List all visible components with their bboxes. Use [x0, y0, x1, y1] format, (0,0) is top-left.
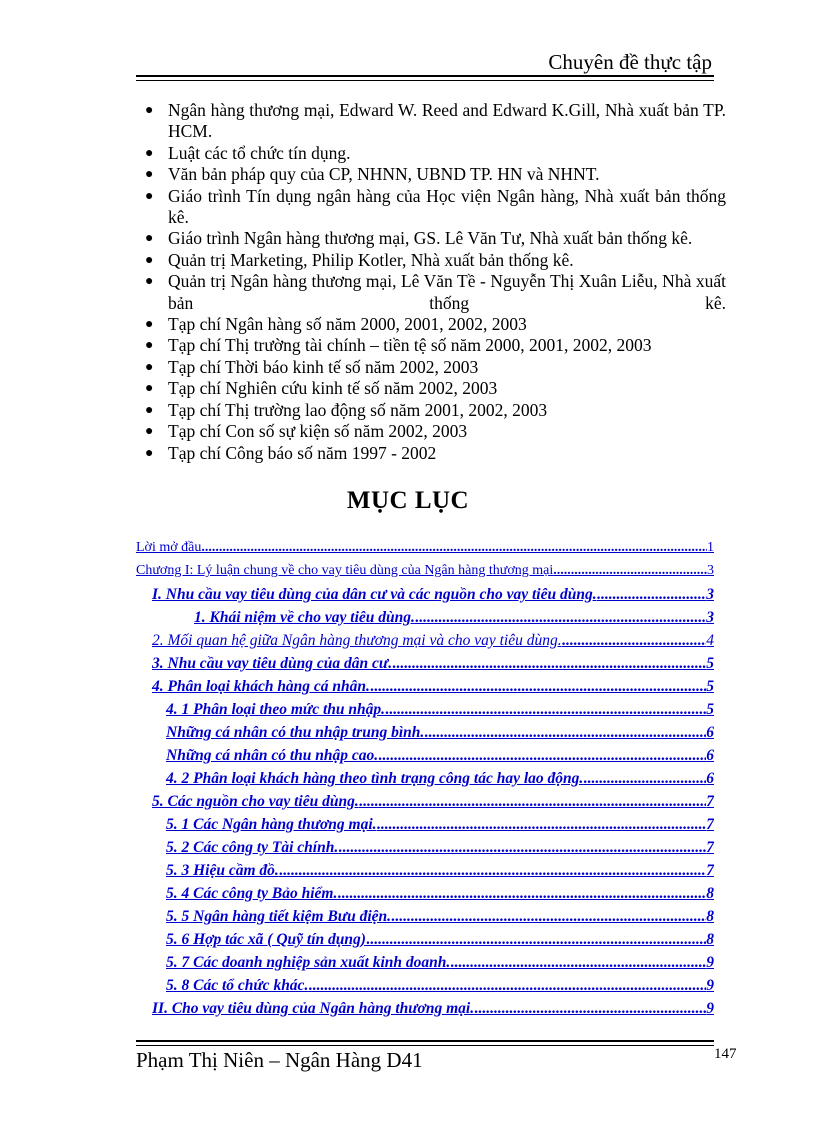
toc-entry-2[interactable]: 2. Mối quan hệ giữa Ngân hàng thương mại và cho vay tiêu dùng. ..... 4	[136, 632, 714, 655]
toc-entry-1[interactable]: 1. Khái niệm về cho vay tiêu dùng. ..... 3	[136, 609, 714, 632]
bullet-icon: ●	[145, 274, 154, 290]
footer-rule	[136, 1040, 714, 1042]
reference-item: ● Tạp chí Ngân hàng số năm 2000, 2001, 2002, 2003	[145, 314, 527, 335]
reference-item: ● Luật các tổ chức tín dụng.	[145, 142, 351, 163]
toc-entry-5-8[interactable]: 5. 8 Các tổ chức khác. ..... 9	[136, 977, 714, 1000]
header-rule	[136, 75, 714, 77]
reference-item: ● Văn bản pháp quy của CP, NHNN, UBND TP. HN và NHNT.	[145, 164, 600, 185]
toc-entry-chapter-1[interactable]: Chương I: Lý luận chung về cho vay tiêu dùng của Ngân hàng thương mại ..... 3	[136, 563, 714, 586]
toc-entry-intro[interactable]: Lời mở đầu ..... 1	[136, 540, 714, 563]
reference-item: ● Tạp chí Thị trường lao động số năm 2001, 2002, 2003	[145, 399, 548, 420]
bullet-icon: ●	[145, 145, 154, 161]
toc-entry-3[interactable]: 3. Nhu cầu vay tiêu dùng của dân cư. ..... 5	[136, 655, 714, 678]
toc-entry-5-3[interactable]: 5. 3 Hiệu cầm đồ. ..... 7	[136, 862, 714, 885]
reference-item: ● Tạp chí Thị trường tài chính – tiền tệ số năm 2000, 2001, 2002, 2003	[145, 335, 652, 356]
bullet-icon: ●	[145, 381, 154, 397]
bullet-icon: ●	[145, 338, 154, 354]
bullet-icon: ●	[145, 231, 154, 247]
header-title: Chuyên đề thực tập	[548, 50, 712, 74]
toc-entry-high-income[interactable]: Những cá nhân có thu nhập cao. ..... 6	[136, 747, 714, 770]
footer-author: Phạm Thị Niên – Ngân Hàng D41	[136, 1048, 423, 1072]
bullet-icon: ●	[145, 252, 154, 268]
reference-item: ● Tạp chí Thời báo kinh tế số năm 2002, 2003	[145, 356, 479, 377]
bullet-icon: ●	[145, 188, 154, 204]
bullet-icon: ●	[145, 359, 154, 375]
bullet-icon: ●	[145, 317, 154, 333]
bullet-icon: ●	[145, 103, 154, 118]
reference-item: ● Giáo trình Ngân hàng thương mại, GS. Lê Văn Tư, Nhà xuất bản thống kê.	[145, 228, 693, 249]
reference-item: ● Tạp chí Nghiên cứu kinh tế số năm 2002, 2003	[145, 378, 498, 399]
reference-item: ● Ngân hàng thương mại, Edward W. Reed and Edward K.Gill, Nhà xuất bản TP. HCM.	[145, 100, 726, 142]
toc-entry-5[interactable]: 5. Các nguồn cho vay tiêu dùng. ..... 7	[136, 793, 714, 816]
reference-item: ● Giáo trình Tín dụng ngân hàng của Học viện Ngân hàng, Nhà xuất bản thống kê.	[145, 185, 726, 228]
reference-item: ● Quản trị Marketing, Philip Kotler, Nhà xuất bản thống kê.	[145, 249, 574, 270]
toc-entry-5-6[interactable]: 5. 6 Hợp tác xã ( Quỹ tín dụng) ..... 8	[136, 931, 714, 954]
bullet-icon: ●	[145, 167, 154, 183]
toc-entry-4-1[interactable]: 4. 1 Phân loại theo mức thu nhập. ..... 5	[136, 701, 714, 724]
table-of-contents	[136, 540, 714, 1023]
toc-entry-5-4[interactable]: 5. 4 Các công ty Bảo hiểm. ..... 8	[136, 885, 714, 908]
reference-item: ● Tạp chí Công báo số năm 1997 - 2002	[145, 442, 437, 463]
toc-entry-section-I[interactable]: I. Nhu cầu vay tiêu dùng của dân cư và các nguồn cho vay tiêu dùng. ..... 3	[136, 586, 714, 609]
bullet-icon: ●	[145, 445, 154, 461]
reference-item: ● Quản trị Ngân hàng thương mại, Lê Văn Tề - Nguyễn Thị Xuân Liễu, Nhà xuất bản thống kê.	[145, 271, 726, 313]
bullet-icon: ●	[145, 424, 154, 440]
toc-entry-4-2[interactable]: 4. 2 Phân loại khách hàng theo tình trạng công tác hay lao động. ..... 6	[136, 770, 714, 793]
toc-entry-5-2[interactable]: 5. 2 Các công ty Tài chính. ..... 7	[136, 839, 714, 862]
toc-entry-5-1[interactable]: 5. 1 Các Ngân hàng thương mại. ..... 7	[136, 816, 714, 839]
toc-entry-5-7[interactable]: 5. 7 Các doanh nghiệp sản xuất kinh doanh. ..... 9	[136, 954, 714, 977]
toc-entry-4[interactable]: 4. Phân loại khách hàng cá nhân. ..... 5	[136, 678, 714, 701]
page-number: 147	[714, 1046, 737, 1062]
toc-heading: MỤC LỤC	[346, 487, 470, 514]
footer-rule-thin	[136, 1045, 714, 1046]
bullet-icon: ●	[145, 402, 154, 418]
reference-item: ● Tạp chí Con số sự kiện số năm 2002, 2003	[145, 421, 468, 442]
toc-entry-5-5[interactable]: 5. 5 Ngân hàng tiết kiệm Bưu điện. ..... 8	[136, 908, 714, 931]
reference-list	[140, 100, 726, 464]
toc-entry-section-II[interactable]: II. Cho vay tiêu dùng của Ngân hàng thương mại. ..... 9	[136, 1000, 714, 1023]
toc-entry-average-income[interactable]: Những cá nhân có thu nhập trung bình. ..... 6	[136, 724, 714, 747]
header-rule-thin	[136, 80, 714, 81]
